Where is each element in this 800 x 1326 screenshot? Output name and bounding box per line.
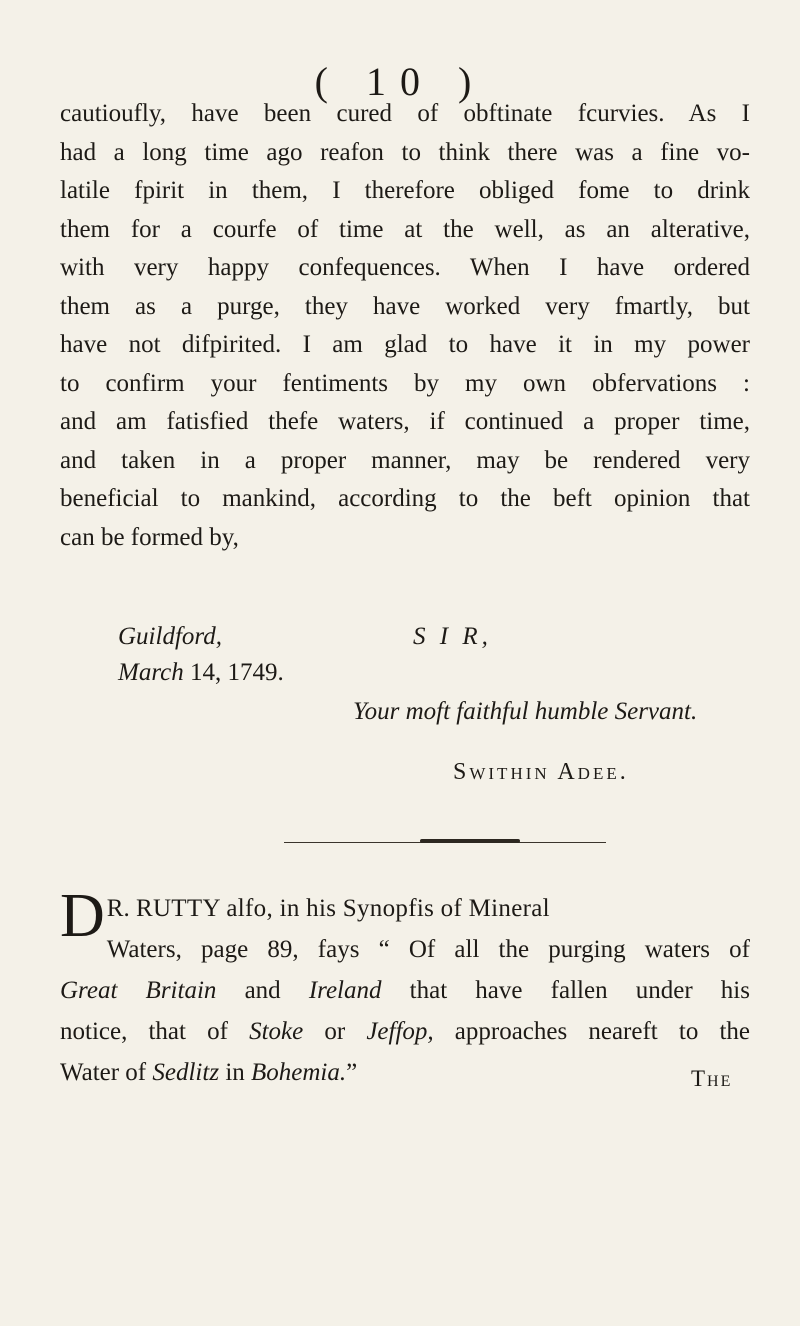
page-number: ( 10 ) (314, 59, 486, 104)
paragraph-text: that have fallen under his (381, 977, 750, 1004)
date-month: March (118, 659, 184, 686)
body-line: to confirm your fentiments by my own obfervations : (60, 369, 750, 397)
place-ireland: Ireland (308, 977, 382, 1004)
rutty-paragraph (60, 882, 751, 1093)
paragraph-line: Waters, page 89, fays “ Of all the purging waters of (106, 936, 750, 963)
place-bohemia: Bohemia. (251, 1059, 347, 1086)
letter-body (60, 95, 750, 557)
body-line: with very happy confequences. When I have ordered (60, 254, 750, 281)
letter-closing: Your moft faithful humble Servant. (353, 698, 698, 725)
paragraph-line (60, 970, 750, 1011)
body-line: have not difpirited. I am glad to have it in my power (60, 331, 750, 358)
paragraph-text: in (219, 1059, 252, 1086)
letter-signature: Swithin Adee. (453, 759, 629, 785)
drop-cap: D (60, 882, 105, 950)
paragraph-text: and (216, 977, 309, 1004)
body-line: cautioufly, have been cured of obftinate fcurvies. As I (60, 100, 750, 127)
date-day-year: 14, 1749. (183, 659, 284, 686)
place-great-britain: Great Britain (60, 977, 217, 1004)
letter-salutation: S I R, (413, 623, 492, 650)
letter-date (118, 659, 284, 687)
body-line: and am fatisfied thefe waters, if continued a proper time, (60, 408, 750, 435)
section-divider-ornament (420, 839, 520, 843)
catchword: The (691, 1066, 733, 1091)
body-line: had a long time ago reafon to think there was a fine vo- (60, 138, 750, 166)
paragraph-line (60, 1011, 750, 1052)
paragraph-line (60, 888, 750, 929)
letter-place: Guildford, (118, 623, 222, 650)
place-sedlitz: Sedlitz (152, 1059, 220, 1086)
paragraph-text: notice, that of (60, 1018, 250, 1045)
body-line: them as a purge, they have worked very fmartly, but (60, 292, 750, 320)
paragraph-text: or (303, 1018, 367, 1045)
place-stoke: Stoke (249, 1018, 304, 1045)
paragraph-text: approaches neareft to the (433, 1018, 751, 1045)
paragraph-line (60, 1052, 750, 1093)
body-line: and taken in a proper manner, may be rendered very (60, 446, 750, 474)
abbrev-dr: R. (106, 895, 136, 922)
body-line: beneficial to mankind, according to the beft opinion that (60, 485, 750, 512)
body-line: them for a courfe of time at the well, as an alterative, (60, 215, 750, 243)
place-jeffop: Jeffop, (366, 1018, 434, 1045)
paragraph-text: RUTTY alfo, in his Synopfis of Mineral (135, 895, 550, 922)
paragraph-text: Water of (60, 1059, 153, 1086)
closing-quote: ” (346, 1059, 358, 1086)
body-line: can be formed by, (60, 523, 239, 551)
body-line: latile fpirit in them, I therefore obliged fome to drink (60, 177, 750, 204)
